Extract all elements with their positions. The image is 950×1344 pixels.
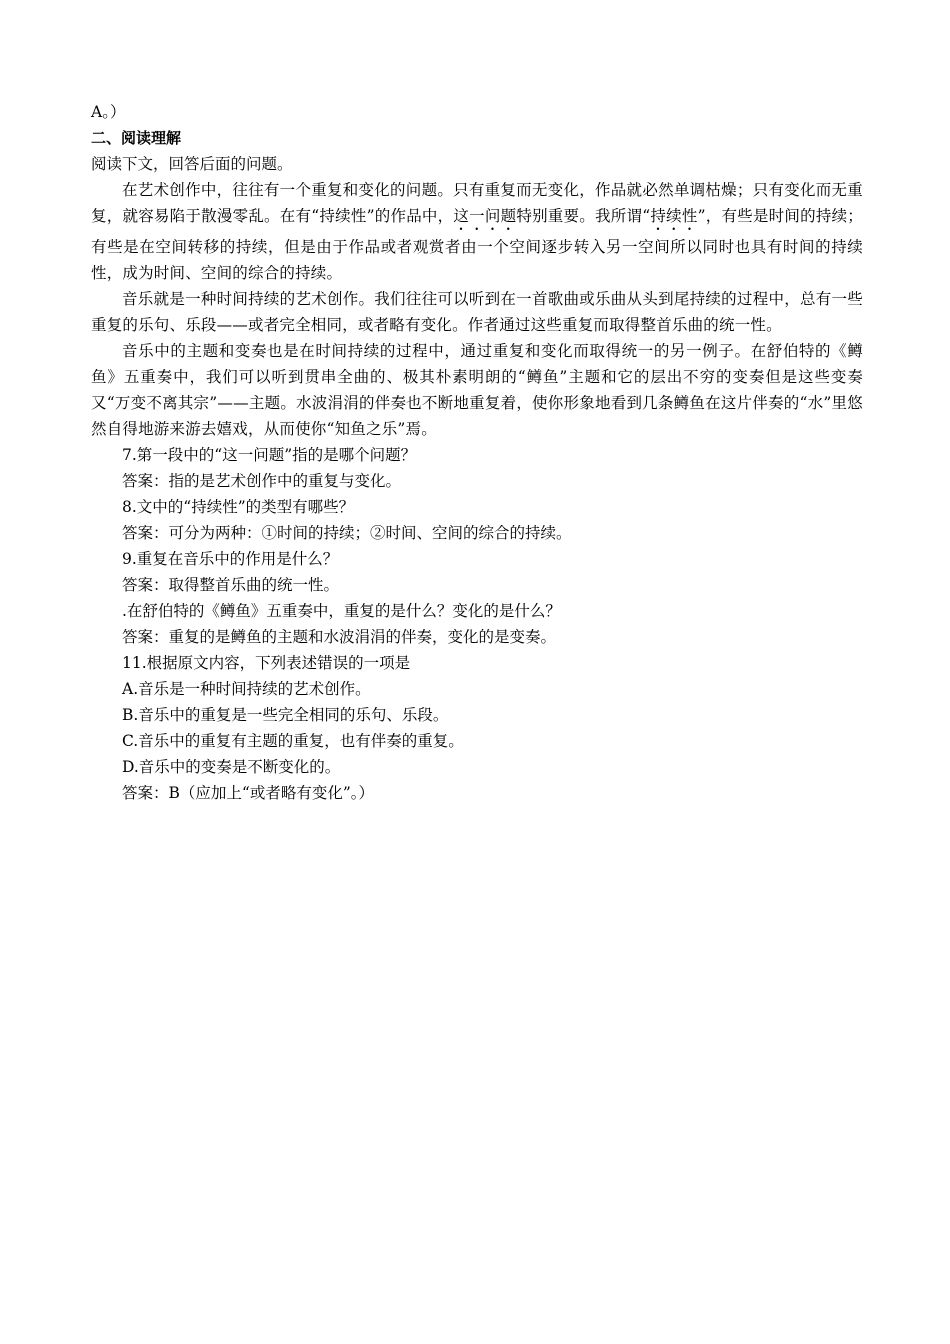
answer-8: 答案：可分为两种：①时间的持续；②时间、空间的综合的持续。 xyxy=(122,524,572,542)
answer-10: 答案：重复的是鳟鱼的主题和水波涓涓的伴奏，变化的是变奏。 xyxy=(122,628,557,646)
question-list xyxy=(91,442,863,806)
question-11: 11.根据原文内容，下列表述错误的一项是 xyxy=(122,654,411,672)
option-c: C.音乐中的重复有主题的重复，也有伴奏的重复。 xyxy=(122,732,464,750)
question-10: .在舒伯特的《鳟鱼》五重奏中，重复的是什么？变化的是什么？ xyxy=(122,602,561,620)
answer-7: 答案：指的是艺术创作中的重复与变化。 xyxy=(122,472,402,490)
option-a: A.音乐是一种时间持续的艺术创作。 xyxy=(122,680,371,698)
passage-p1-part-a: 在艺术创作中，往往有一个重复和变化的问题。只有重复而无变化，作品就必然单调枯燥；只有变化而无重复，就容易陷于散漫零乱。在有“持续性”的作品中， xyxy=(91,181,863,225)
instruction-text: 阅读下文，回答后面的问题。 xyxy=(91,155,293,173)
answer-11: 答案：B（应加上“或者略有变化”。） xyxy=(122,784,374,802)
passage-p1-part-c: ”，有些是时间的持续；有些是在空间转移的持续，但是由于作品或者观赏者由一个空间逐步转入另一空间所以同时也具有时间的持续性，成为时间、空间的综合的持续。 xyxy=(91,207,863,282)
emphasis-continuity: 持续性 xyxy=(650,207,698,225)
question-8: 8.文中的“持续性”的类型有哪些？ xyxy=(122,498,355,516)
option-b: B.音乐中的重复是一些完全相同的乐句、乐段。 xyxy=(122,706,449,724)
section-heading: 二、阅读理解 xyxy=(91,129,182,147)
emphasis-this-question: 这一问题 xyxy=(453,207,517,225)
passage-paragraph-1 xyxy=(91,177,863,286)
answer-9: 答案：取得整首乐曲的统一性。 xyxy=(122,576,340,594)
option-d: D.音乐中的变奏是不断变化的。 xyxy=(122,758,341,776)
top-fragment: A。） xyxy=(91,103,126,121)
passage-paragraph-3: 音乐中的主题和变奏也是在时间持续的过程中，通过重复和变化而取得统一的另一例子。在舒伯特的《鳟鱼》五重奏中，我们可以听到贯串全曲的、极其朴素明朗的“鳟鱼”主题和它的层出不穷的变奏但是这些变奏又“万变不离其宗”——主题。水波涓涓的伴奏也不断地重复着，使你形象地看到几条鳟鱼在这片伴奏的“水”里悠然自得地游来游去嬉戏，从而使你“知鱼之乐”焉。 xyxy=(91,342,863,438)
document-page xyxy=(91,99,863,806)
question-7: 7.第一段中的“这一问题”指的是哪个问题？ xyxy=(122,446,417,464)
passage-paragraph-2: 音乐就是一种时间持续的艺术创作。我们往往可以听到在一首歌曲或乐曲从头到尾持续的过程中，总有一些重复的乐句、乐段——或者完全相同，或者略有变化。作者通过这些重复而取得整首乐曲的统一性。 xyxy=(91,290,863,334)
passage-p1-part-b: 特别重要。我所谓“ xyxy=(516,207,651,225)
question-9: 9.重复在音乐中的作用是什么？ xyxy=(122,550,339,568)
